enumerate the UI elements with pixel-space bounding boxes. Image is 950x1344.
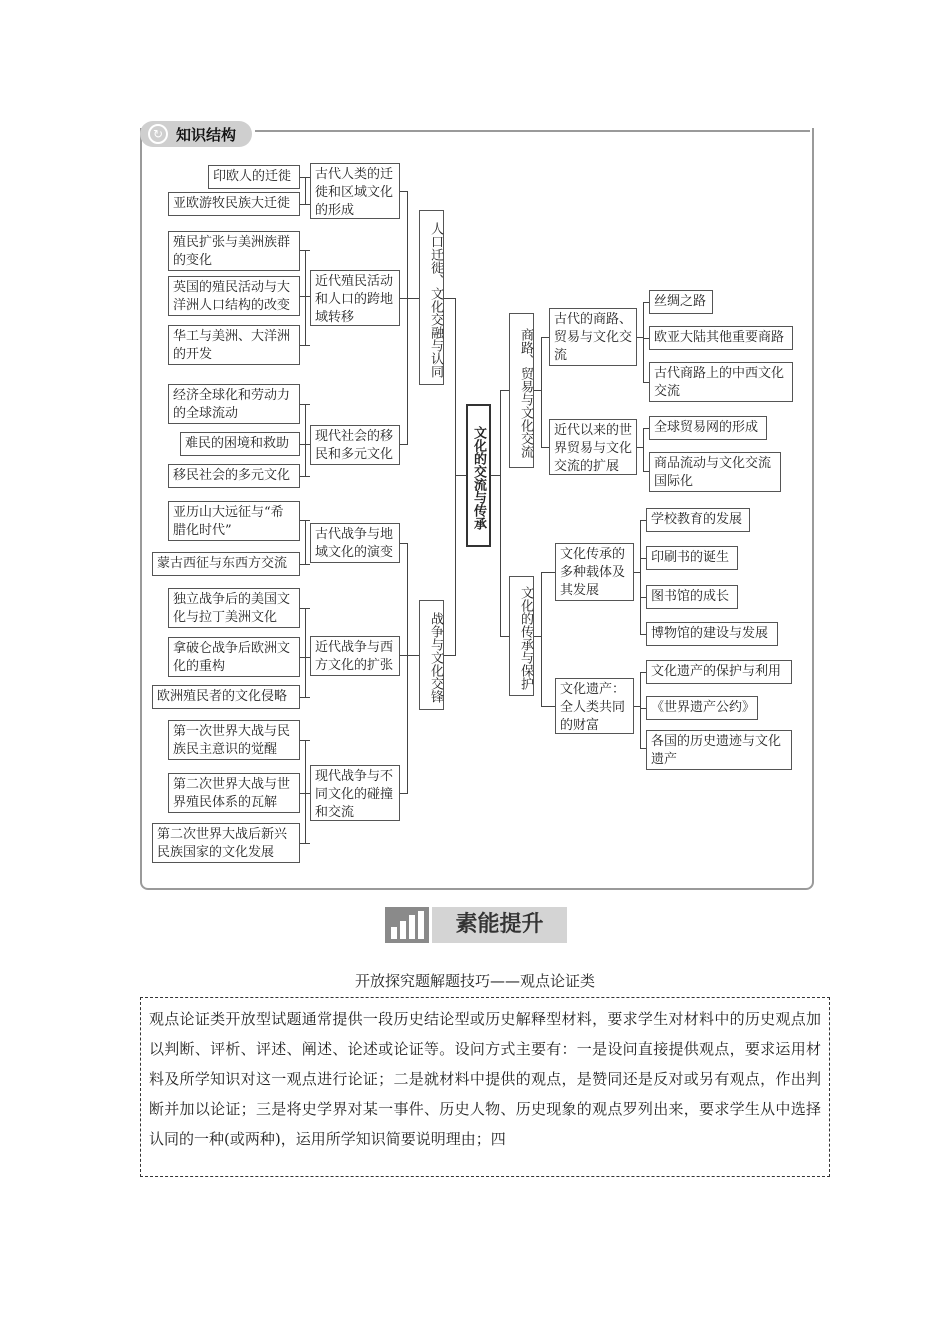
leaf-box: 拿破仑战争后欧洲文化的重构 xyxy=(168,637,300,677)
leaf-box: 难民的困境和救助 xyxy=(180,432,300,456)
group-box: 文化的传承与保护 xyxy=(509,576,534,696)
leaf-box: 独立战争后的美国文化与拉丁美洲文化 xyxy=(168,588,300,628)
sub-box: 近代以来的世界贸易与文化交流的扩展 xyxy=(549,419,637,475)
section-title: 知识结构 xyxy=(176,126,237,144)
leaf-box: 殖民扩张与美洲族群的变化 xyxy=(168,231,300,271)
banner-title: 素能提升 xyxy=(432,907,567,943)
leaf-box: 文化遗产的保护与利用 xyxy=(646,660,792,684)
leaf-box: 亚历山大远征与“希腊化时代” xyxy=(168,501,300,541)
leaf-box: 学校教育的发展 xyxy=(646,508,750,532)
group-box: 战争与文化交锋 xyxy=(419,600,444,710)
sub-box: 古代战争与地域文化的演变 xyxy=(310,523,400,563)
sub-box: 现代社会的移民和多元文化 xyxy=(310,425,400,465)
sub-box: 近代殖民活动和人口的跨地域转移 xyxy=(310,270,400,326)
leaf-box: 移民社会的多元文化 xyxy=(168,464,300,488)
refresh-icon: ↻ xyxy=(148,124,168,144)
sub-box: 古代的商路、贸易与文化交流 xyxy=(549,308,637,366)
sub-box: 近代战争与西方文化的扩张 xyxy=(310,636,400,676)
leaf-box: 经济全球化和劳动力的全球流动 xyxy=(168,384,300,424)
banner xyxy=(385,907,567,943)
leaf-box: 第二次世界大战与世界殖民体系的瓦解 xyxy=(168,773,300,813)
leaf-box: 全球贸易网的形成 xyxy=(649,416,767,440)
leaf-box: 亚欧游牧民族大迁徙 xyxy=(168,192,300,216)
leaf-box: 华工与美洲、大洋洲的开发 xyxy=(168,325,300,365)
sub-box: 现代战争与不同文化的碰撞和交流 xyxy=(310,765,400,821)
leaf-box: 蒙古西征与东西方交流 xyxy=(152,552,300,576)
sub-box: 文化遗产：全人类共同的财富 xyxy=(555,678,634,734)
leaf-box: 商品流动与文化交流国际化 xyxy=(649,452,781,492)
leaf-box: 《世界遗产公约》 xyxy=(646,696,758,720)
center-topic: 文化的交流与传承 xyxy=(466,404,491,547)
leaf-box: 丝绸之路 xyxy=(649,290,713,314)
sub-box: 文化传承的多种载体及其发展 xyxy=(555,543,634,601)
group-box: 人口迁徙、文化交融与认同 xyxy=(419,210,444,385)
leaf-box: 博物馆的建设与发展 xyxy=(646,622,778,646)
leaf-box: 图书馆的成长 xyxy=(646,585,738,609)
leaf-box: 印刷书的诞生 xyxy=(646,546,738,570)
frame-top-line xyxy=(255,130,810,132)
leaf-box: 欧亚大陆其他重要商路 xyxy=(649,326,793,350)
section-subtitle: 开放探究题解题技巧——观点论证类 xyxy=(354,972,595,990)
leaf-box: 第二次世界大战后新兴民族国家的文化发展 xyxy=(152,823,300,863)
intro-paragraph: 观点论证类开放型试题通常提供一段历史结论型或历史解释型材料，要求学生对材料中的历史观点加以判断、评析、评述、阐述、论述或论证等。设问方式主要有：一是设问直接提供观点，要求运用材料及所学知识对这一观点进行论证；二是就材料中提供的观点，是赞同还是反对或另有观点，作出判断并加以论证；三是将史学界对某一事件、历史人物、历史现象的观点罗列出来，要求学生从中选择认同的一种(或两种)，运用所学知识简要说明理由；四 xyxy=(140,997,830,1177)
sub-box: 古代人类的迁徙和区域文化的形成 xyxy=(310,163,400,219)
group-box: 商路、贸易与文化交流 xyxy=(509,313,534,468)
leaf-box: 欧洲殖民者的文化侵略 xyxy=(152,685,300,709)
leaf-box: 第一次世界大战与民族民主意识的觉醒 xyxy=(168,720,300,760)
leaf-box: 英国的殖民活动与大洋洲人口结构的改变 xyxy=(168,276,300,316)
leaf-box: 各国的历史遗迹与文化遗产 xyxy=(646,730,792,770)
leaf-box: 古代商路上的中西文化交流 xyxy=(649,362,793,402)
leaf-box: 印欧人的迁徙 xyxy=(208,165,300,189)
chart-icon xyxy=(385,907,429,943)
